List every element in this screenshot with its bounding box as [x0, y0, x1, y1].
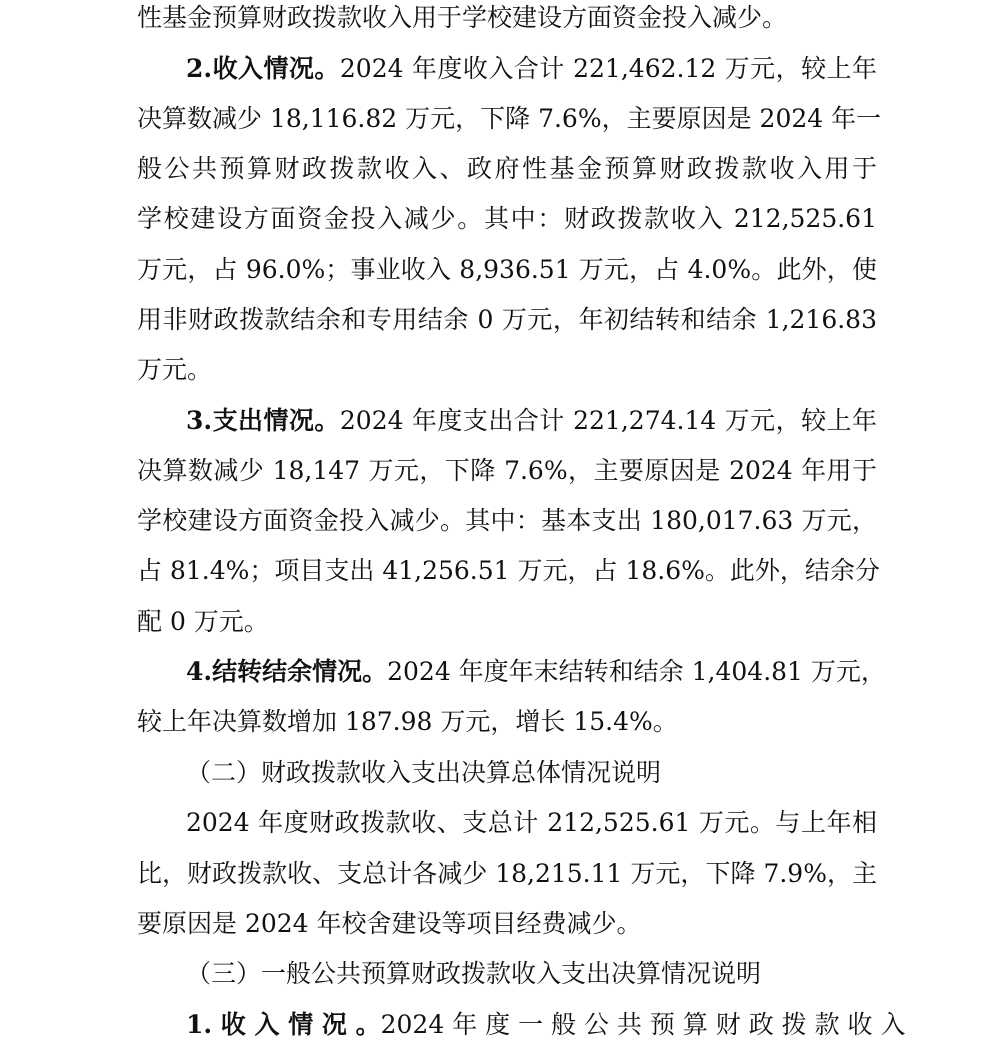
section-heading-general-income: 1. 收 入 情 况 。 — [186, 1010, 381, 1039]
paragraph-line: 学校建设方面资金投入减少。其中：财政拨款收入 212,525.61 — [137, 204, 877, 233]
paragraph-line: 要原因是 2024 年校舍建设等项目经费减少。 — [137, 909, 642, 938]
subsection-title: （三）一般公共预算财政拨款收入支出决算情况说明 — [186, 959, 762, 988]
paragraph-line: 较上年决算数增加 187.98 万元，增长 15.4%。 — [137, 707, 678, 736]
paragraph-line: 万元。 — [137, 355, 213, 384]
paragraph-first-line: 2024 年度财政拨款收、支总计 212,525.61 万元。与上年相 — [186, 808, 877, 837]
section-heading-expenditure: 3.支出情况。 — [186, 406, 340, 435]
paragraph-first-line: 1. 收 入 情 况 。2024 年 度 一 般 公 共 预 算 财 政 拨 款 收 入 — [186, 1010, 906, 1039]
paragraph-first-line: 4.结转结余情况。2024 年度年末结转和结余 1,404.81 万元， — [186, 657, 886, 686]
paragraph-line: 比，财政拨款收、支总计各减少 18,215.11 万元，下降 7.9%，主 — [137, 859, 877, 888]
paragraph-line: 性基金预算财政拨款收入用于学校建设方面资金投入减少。 — [137, 3, 788, 32]
section-heading-carryover: 4.结转结余情况。 — [186, 657, 388, 686]
subsection-title: （二）财政拨款收入支出决算总体情况说明 — [186, 758, 662, 787]
section-heading-income: 2.收入情况。 — [186, 54, 340, 83]
paragraph-line: 决算数减少 18,147 万元，下降 7.6%，主要原因是 2024 年用于 — [137, 456, 877, 485]
paragraph-first-line: 2.收入情况。2024 年度收入合计 221,462.12 万元，较上年 — [186, 54, 877, 83]
paragraph-line: 万元，占 96.0%；事业收入 8,936.51 万元，占 4.0%。此外，使 — [137, 255, 877, 284]
paragraph-line: 配 0 万元。 — [137, 607, 269, 636]
paragraph-first-line: 3.支出情况。2024 年度支出合计 221,274.14 万元，较上年 — [186, 406, 877, 435]
paragraph-line: 般公共预算财政拨款收入、政府性基金预算财政拨款收入用于 — [137, 154, 877, 183]
paragraph-line: 用非财政拨款结余和专用结余 0 万元，年初结转和结余 1,216.83 — [137, 305, 877, 334]
paragraph-line: 占 81.4%；项目支出 41,256.51 万元，占 18.6%。此外，结余分 — [137, 556, 880, 585]
paragraph-line: 决算数减少 18,116.82 万元，下降 7.6%，主要原因是 2024 年一 — [137, 104, 882, 133]
paragraph-line: 学校建设方面资金投入减少。其中：基本支出 180,017.63 万元， — [137, 506, 877, 535]
